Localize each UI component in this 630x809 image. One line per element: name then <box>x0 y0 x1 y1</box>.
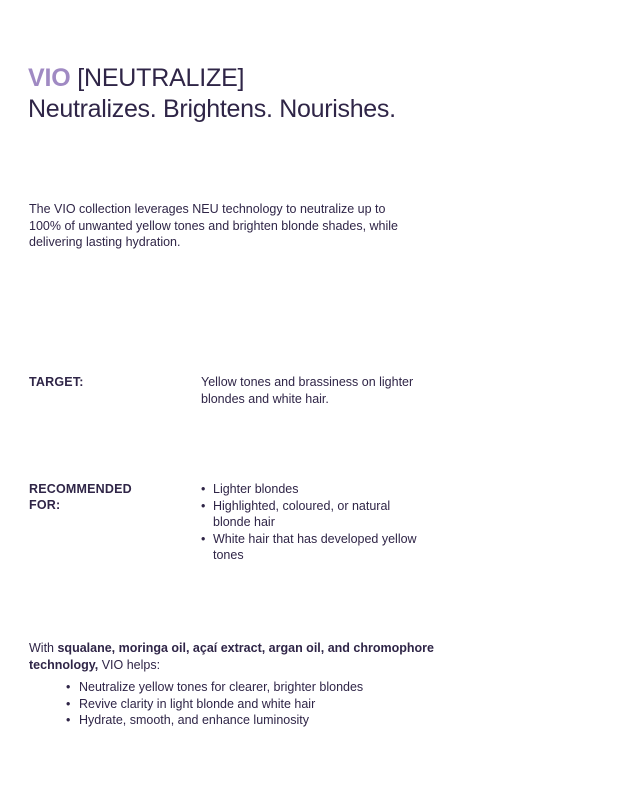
list-item: • White hair that has developed yellow tones <box>201 531 417 562</box>
benefits-list <box>66 679 426 729</box>
product-name: [NEUTRALIZE] <box>77 64 245 92</box>
ingredients-prefix: With <box>29 641 54 655</box>
bullet-icon: • <box>201 482 206 496</box>
product-title <box>28 63 244 93</box>
bullet-icon: • <box>66 680 71 694</box>
intro-paragraph: The VIO collection leverages NEU technology to neutralize up to 100% of unwanted yellow tones and brighten blonde shades, while delivering lasting hydration. <box>29 202 399 249</box>
recommended-label: RECOMMENDED FOR: <box>29 482 132 512</box>
brand-name: VIO <box>28 64 71 92</box>
bullet-icon: • <box>201 498 206 513</box>
ingredients-suffix: VIO helps: <box>101 657 161 672</box>
list-item: • Hydrate, smooth, and enhance luminosity <box>66 713 309 727</box>
bullet-icon: • <box>66 713 71 727</box>
list-item: • Highlighted, coloured, or natural blonde hair <box>201 498 391 529</box>
list-item: • Revive clarity in light blonde and white hair <box>66 696 316 711</box>
bullet-icon: • <box>201 531 206 546</box>
recommended-list <box>201 481 421 564</box>
target-value: Yellow tones and brassiness on lighter blondes and white hair. <box>201 375 414 406</box>
list-item: • Neutralize yellow tones for clearer, brighter blondes <box>66 680 364 694</box>
target-label: TARGET: <box>29 375 84 389</box>
list-item: • Lighter blondes <box>201 482 299 496</box>
ingredients-paragraph <box>29 640 469 673</box>
tagline: Neutralizes. Brightens. Nourishes. <box>28 95 396 123</box>
bullet-icon: • <box>66 696 71 711</box>
ingredients-list: squalane, moringa oil, açaí extract, argan oil, and chromophore technology, <box>29 641 434 672</box>
